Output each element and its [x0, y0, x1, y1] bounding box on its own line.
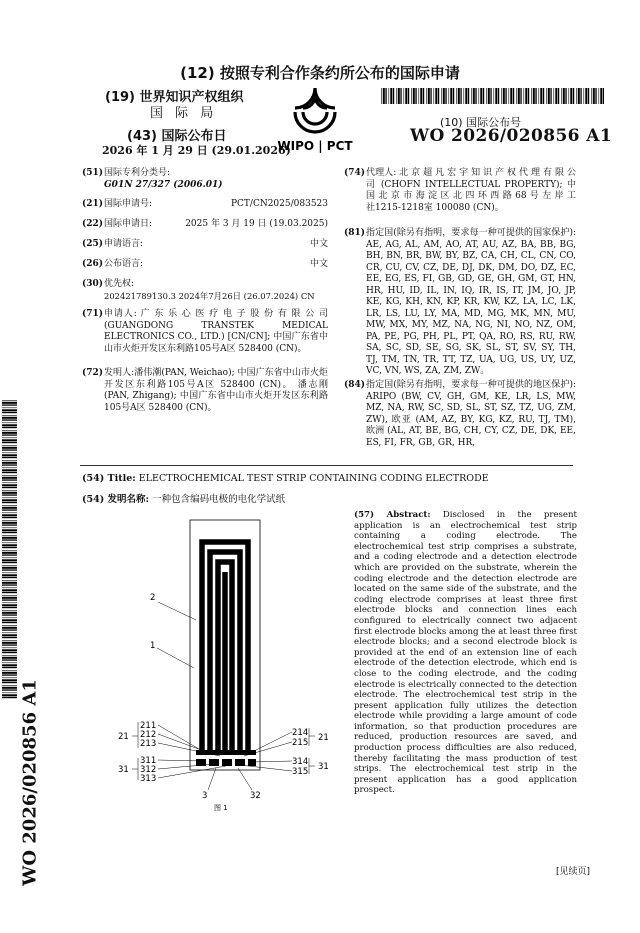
barcode-bar [2, 554, 17, 555]
ref-213: 213 [140, 739, 157, 749]
barcode-bar [2, 633, 17, 634]
barcode-bar [2, 694, 17, 696]
barcode-bar [569, 88, 570, 104]
barcode-bar [2, 483, 17, 484]
barcode-bar [486, 88, 487, 104]
barcode-bar [2, 419, 17, 420]
ref-21-left: 21 [118, 732, 129, 742]
barcode-bar [548, 88, 550, 104]
barcode-bar [2, 685, 17, 686]
barcode-bar [408, 88, 409, 104]
barcode-bar [2, 409, 17, 411]
barcode-bar [456, 88, 457, 104]
barcode-bar [2, 475, 17, 476]
barcode-bar [580, 88, 581, 104]
barcode-bar [2, 558, 17, 559]
barcode-bar [2, 543, 17, 544]
field-filing-date: (22) 国际申请日: 2025 年 3 月 19 日 (19.03.2025) [82, 219, 328, 229]
barcode-bar [2, 595, 17, 596]
barcode-bar [2, 492, 17, 494]
barcode-bar [2, 640, 17, 641]
barcode-bar [2, 584, 17, 585]
ref-315: 315 [292, 767, 309, 777]
barcode-bar [453, 88, 454, 104]
field-classification: (51) 国际专利分类号: G01N 27/327 (2006.01) [82, 168, 223, 190]
barcode-bar [588, 88, 589, 104]
wipo-pct-logo [262, 82, 368, 156]
barcode-bar [2, 582, 17, 584]
barcode-bar [2, 565, 17, 566]
barcode-bar [591, 88, 592, 104]
barcode-bar [2, 674, 17, 675]
barcode-bar [2, 679, 17, 681]
ref-31-left: 31 [118, 765, 129, 775]
barcode-bar [434, 88, 435, 104]
barcode-bar [2, 648, 17, 649]
barcode-bar [480, 88, 482, 104]
publication-number: WO 2026/020856 A1 [410, 126, 613, 146]
barcode-bar [570, 88, 572, 104]
barcode-bar [2, 468, 17, 469]
barcode-bar [498, 88, 499, 104]
barcode-bar [503, 88, 505, 104]
office-name: (19) 世界知识产权组织 [105, 90, 244, 105]
field-agent: (74) 代理人: 北 京 超 凡 宏 宇 知 识 产 权 代 理 有 限 公 司 (CHOFN INTELLECTUAL PROPERTY); 中 国 北 京 市 海 淀 区 北 四 环 西 路 68 号 左 岸 工 社1215-1218室 100080 (CN)。 [344, 168, 576, 213]
barcode-bar [2, 592, 17, 593]
barcode-bar [2, 404, 17, 405]
barcode-bar [518, 88, 520, 104]
barcode-bar [2, 477, 17, 479]
barcode-bar [2, 484, 17, 486]
barcode-bar [381, 88, 382, 104]
barcode-bar [479, 88, 480, 104]
barcode-bar [483, 88, 484, 104]
barcode [381, 88, 604, 104]
barcode-bar [413, 88, 415, 104]
barcode-bar [2, 642, 17, 644]
continued-note: [见续页] [556, 867, 591, 877]
barcode-bar [533, 88, 535, 104]
barcode-bar [2, 434, 17, 435]
barcode-bar [2, 472, 17, 473]
barcode-bar [2, 449, 17, 450]
barcode-bar [2, 649, 17, 651]
barcode-bar [393, 88, 394, 104]
barcode-bar [2, 614, 17, 615]
barcode-bar [2, 655, 17, 656]
barcode-bar [578, 88, 580, 104]
barcode-bar [2, 424, 17, 426]
barcode-bar [599, 88, 600, 104]
ref-215: 215 [292, 738, 309, 748]
barcode-bar [2, 663, 17, 664]
barcode-bar [450, 88, 452, 104]
barcode-bar [396, 88, 397, 104]
barcode-bar [2, 447, 17, 449]
barcode-bar [2, 423, 17, 424]
barcode-bar [546, 88, 547, 104]
field-publication-language: (26) 公布语言: 中文 [82, 259, 328, 269]
barcode-bar [554, 88, 555, 104]
barcode-bar [2, 672, 17, 674]
publication-date-label: (43) 国际公布日 [127, 129, 227, 144]
barcode-bar [2, 562, 17, 563]
barcode-bar [2, 659, 17, 660]
ref-313: 313 [140, 774, 157, 784]
document-type-heading: (12) 按照专利合作条约所公布的国际申请 [180, 64, 460, 82]
barcode-bar [400, 88, 401, 104]
barcode-bar [593, 88, 595, 104]
barcode-bar [2, 610, 17, 611]
ref-32: 32 [250, 791, 261, 801]
barcode-bar [2, 509, 17, 510]
barcode-bar [435, 88, 437, 104]
barcode-bar [2, 402, 17, 404]
barcode-bar [539, 88, 540, 104]
barcode-bar [2, 439, 17, 441]
field-application-number: (21) 国际申请号: PCT/CN2025/083523 [82, 199, 328, 209]
title-english: (54) Title: ELECTROCHEMICAL TEST STRIP CONTAINING CODING ELECTRODE [82, 473, 489, 484]
barcode-bar [2, 599, 17, 600]
barcode-bar [2, 619, 17, 621]
barcode-bar [2, 502, 17, 503]
barcode-bar [383, 88, 385, 104]
barcode-bar [2, 537, 17, 539]
barcode-bar [2, 678, 17, 679]
barcode-bar [2, 528, 17, 529]
barcode-bar [2, 529, 17, 531]
barcode-bar [490, 88, 491, 104]
barcode-bar [595, 88, 596, 104]
barcode-bar [2, 522, 17, 524]
barcode-bar [528, 88, 529, 104]
barcode-bar [2, 524, 17, 525]
barcode-bar [2, 693, 17, 694]
barcode-bar [2, 588, 17, 589]
barcode-bar [2, 539, 17, 540]
barcode-bar [2, 573, 17, 574]
barcode-bar [2, 580, 17, 581]
barcode-bar [415, 88, 416, 104]
ref-212: 212 [140, 730, 157, 740]
barcode-bar [460, 88, 461, 104]
figure-caption: 图 1 [214, 804, 228, 812]
ref-314: 314 [292, 757, 309, 767]
barcode-bar [520, 88, 521, 104]
ref-21-right: 21 [318, 733, 329, 743]
barcode-bar [2, 514, 17, 516]
barcode-bar [2, 604, 17, 606]
barcode-bar [2, 479, 17, 480]
barcode-bar [2, 505, 17, 506]
barcode-bar [419, 88, 420, 104]
barcode-bar [2, 532, 17, 533]
barcode-bar [524, 88, 525, 104]
barcode-bar [513, 88, 514, 104]
barcode-bar [600, 88, 602, 104]
barcode-bar [2, 507, 17, 509]
ref-312: 312 [140, 765, 157, 775]
barcode-bar [2, 667, 17, 668]
barcode-bar [438, 88, 439, 104]
barcode-bar [2, 559, 17, 561]
barcode-bar [2, 687, 17, 689]
barcode-bar [2, 664, 17, 666]
barcode-bar [2, 697, 17, 698]
barcode-bar [428, 88, 430, 104]
barcode-bar [2, 627, 17, 629]
barcode-bar [2, 629, 17, 630]
barcode-bar [2, 408, 17, 409]
figure-1 [112, 510, 348, 815]
barcode-bar [2, 460, 17, 461]
barcode-bar [441, 88, 442, 104]
barcode-bar [2, 415, 17, 416]
barcode-bar [2, 547, 17, 548]
side-publication-number: WO 2026/020856 A1 [19, 679, 41, 886]
barcode-bar [525, 88, 527, 104]
section-divider [80, 465, 573, 466]
barcode-bar [2, 438, 17, 439]
barcode-bar [2, 430, 17, 431]
field-filing-language: (25) 申请语言: 中文 [82, 239, 328, 249]
bureau-name: 国 际 局 [150, 106, 218, 121]
field-designated-states: (81) 指定国(除另有指明，要求每一种可提供的国家保护): AE, AG, AL, AM, AO, AT, AU, AZ, BA, BB, BG, BH, BN, BR, BW, BY, BZ, CA, CH, CL, CN, CO, CR, CU, CV, CZ, DE, DJ, DK, DM, DO, DZ, EC, EE, EG, ES, FI, GB, GD, GE, GH, GM, GT, HN, HR, HU, ID, IL, IN, IQ, IR, IS, IT, JM, JO, JP, KE, KG, KH, KN, KP, KR, KW, KZ, LA, LC, LK, LR, LS, LU, LY, MA, MD, MG, MK, MN, MU, MW, MX, MY, MZ, NA, NG, NI, NO, NZ, OM, PA, PE, PG, PH, PL, PT, QA, RO, RS, RU, RW, SA, SC, SD, SE, SG, SK, SL, ST, SV, SY, TH, TJ, TM, TN, TR, TT, TZ, UA, UG, US, UY, UZ, VC, VN, WS, ZA, ZM, ZW。 [344, 228, 576, 376]
barcode-bar [2, 445, 17, 446]
barcode-bar [2, 577, 17, 578]
barcode-bar [509, 88, 510, 104]
barcode-bar [411, 88, 412, 104]
barcode-bar [2, 464, 17, 465]
field-applicant: (71) 申请人: 广 东 乐 心 医 疗 电 子 股 份 有 限 公 司 (GUANGDONG TRANSTEK MEDICAL ELECTRONICS CO., LTD.) [CN/CN]; 中国广东省中山市火炬开发区东利路105号A区 528400 (CN)。 [82, 309, 328, 354]
field-inventors: (72) 发明人:潘伟潮(PAN, Weichao); 中国广东省中山市火炬开发区东利路105号A区 528400 (CN)。 潘志刚 (PAN, Zhigang); 中国广东省中山市火炬开发区东利路105号A区 528400 (CN)。 [82, 368, 328, 413]
barcode-bar [443, 88, 445, 104]
field-designated-regions: (84) 指定国(除另有指明，要求每一种可提供的地区保护): ARIPO (BW, CV, GH, GM, KE, LR, LS, MW, MZ, NA, RW, SC, SD, SL, ST, SZ, TZ, UG, ZM, ZW), 欧亚 (AM, AZ, BY, KG, KZ, RU, TJ, TM), 欧洲 (AL, AT, BE, BG, CH, CY, CZ, DE, DK, EE, ES, FI, FR, GB, GR, HR, [344, 380, 576, 448]
barcode-bar [510, 88, 512, 104]
barcode-bar [2, 412, 17, 413]
ref-2: 2 [150, 593, 156, 603]
barcode-bar [404, 88, 405, 104]
logo-text: WIPO | PCT [277, 139, 353, 153]
barcode-bar [561, 88, 562, 104]
barcode-bar [2, 520, 17, 521]
barcode-bar [430, 88, 431, 104]
barcode-bar [465, 88, 467, 104]
barcode-bar [2, 612, 17, 614]
barcode-bar [423, 88, 424, 104]
barcode-bar [2, 544, 17, 546]
barcode-bar [2, 589, 17, 591]
barcode-bar [2, 634, 17, 636]
barcode-bar [464, 88, 465, 104]
title-chinese: (54) 发明名称: 一种包含编码电极的电化学试纸 [82, 494, 286, 505]
barcode-bar [2, 569, 17, 570]
barcode-bar [2, 469, 17, 471]
barcode-bar [535, 88, 536, 104]
barcode-bar [2, 644, 17, 645]
barcode-bar [2, 400, 17, 401]
barcode-bar [2, 453, 17, 454]
barcode-bar [389, 88, 390, 104]
barcode-bar [2, 517, 17, 518]
barcode-bar [540, 88, 542, 104]
publication-date-value: 2026 年 1 月 29 日 (29.01.2026) [102, 144, 291, 157]
barcode-bar [2, 622, 17, 623]
side-barcode [2, 400, 17, 700]
barcode-bar [473, 88, 475, 104]
barcode-bar [501, 88, 502, 104]
barcode-bar [555, 88, 557, 104]
coding-electrode-blocks [196, 750, 256, 766]
barcode-bar [2, 603, 17, 604]
barcode-bar [2, 618, 17, 619]
barcode-bar [2, 637, 17, 638]
abstract: (57) Abstract: Disclosed in the present application is an electrochemical test strip containing a coding electrode. The electrochemical test strip comprises a substrate, and a coding electrode and a detection electrode which are provided on the substrate, wherein the coding electrode and the detection electrode are located on the same side of the substrate, and the coding electrode comprises at least three first electrode blocks and connection lines each configured to electrically connect two adjacent first electrode blocks among the at least three first electrode blocks; and a second electrode block is provided at the end of an extension line of each electrode of the detection electrode, which end is close to the coding electrode, and the coding electrode is electrically connected to the detection electrode. The electrochemical test strip in the present application fully utilizes the detection electrode while providing a large amount of code information, so that production procedures are reduced, production resources are saved, and production process difficulties are also reduced, thereby facilitating the mass production of test strips. The electrochemical test strip in the present application has a good application prospect. [354, 510, 578, 796]
barcode-bar [2, 625, 17, 626]
barcode-bar [2, 462, 17, 464]
barcode-bar [2, 490, 17, 491]
barcode-bar [385, 88, 386, 104]
ref-1: 1 [150, 641, 156, 651]
barcode-bar [2, 498, 17, 499]
barcode-bar [516, 88, 517, 104]
barcode-bar [2, 652, 17, 653]
barcode-bar [494, 88, 495, 104]
barcode-bar [2, 597, 17, 599]
barcode-bar [2, 499, 17, 501]
barcode-bar [495, 88, 497, 104]
barcode-bar [2, 494, 17, 495]
barcode-bar [565, 88, 566, 104]
barcode-bar [603, 88, 604, 104]
ref-214: 214 [292, 728, 309, 738]
publication-number-label: (10) 国际公布号 [440, 116, 522, 129]
barcode-bar [468, 88, 469, 104]
field-priority: (30) 优先权: 202421789130.3 2024年7月26日 (26.07.2024) CN [82, 279, 315, 301]
barcode-bar [2, 454, 17, 456]
barcode-bar [2, 689, 17, 690]
barcode-bar [2, 442, 17, 443]
barcode-bar [2, 535, 17, 536]
ref-3: 3 [202, 791, 208, 801]
barcode-bar [458, 88, 460, 104]
barcode-bar [471, 88, 472, 104]
barcode-bar [2, 550, 17, 551]
ref-31-right: 31 [318, 762, 329, 772]
barcode-bar [563, 88, 565, 104]
barcode-bar [2, 657, 17, 659]
barcode-bar [405, 88, 407, 104]
barcode-bar [585, 88, 587, 104]
barcode-bar [398, 88, 400, 104]
barcode-bar [2, 682, 17, 683]
barcode-bar [576, 88, 577, 104]
barcode-bar [2, 607, 17, 608]
barcode-bar [2, 670, 17, 671]
barcode-bar [531, 88, 532, 104]
barcode-bar [2, 457, 17, 458]
barcode-bar [543, 88, 544, 104]
barcode-bar [445, 88, 446, 104]
ref-311: 311 [140, 756, 157, 766]
barcode-bar [2, 432, 17, 434]
barcode-bar [2, 487, 17, 488]
barcode-bar [2, 567, 17, 569]
barcode-bar [488, 88, 490, 104]
barcode-bar [475, 88, 476, 104]
barcode-bar [426, 88, 427, 104]
barcode-bar [2, 417, 17, 419]
barcode-bar [2, 552, 17, 554]
barcode-bar [2, 427, 17, 428]
barcode-bar [2, 513, 17, 514]
barcode-bar [558, 88, 559, 104]
barcode-bar [573, 88, 574, 104]
barcode-bar [420, 88, 422, 104]
barcode-bar [2, 574, 17, 576]
barcode-bar [390, 88, 392, 104]
ref-211: 211 [140, 721, 157, 731]
barcode-bar [505, 88, 506, 104]
barcode-bar [449, 88, 450, 104]
barcode-bar [550, 88, 551, 104]
detection-electrode-lines [202, 542, 248, 754]
barcode-bar [584, 88, 585, 104]
